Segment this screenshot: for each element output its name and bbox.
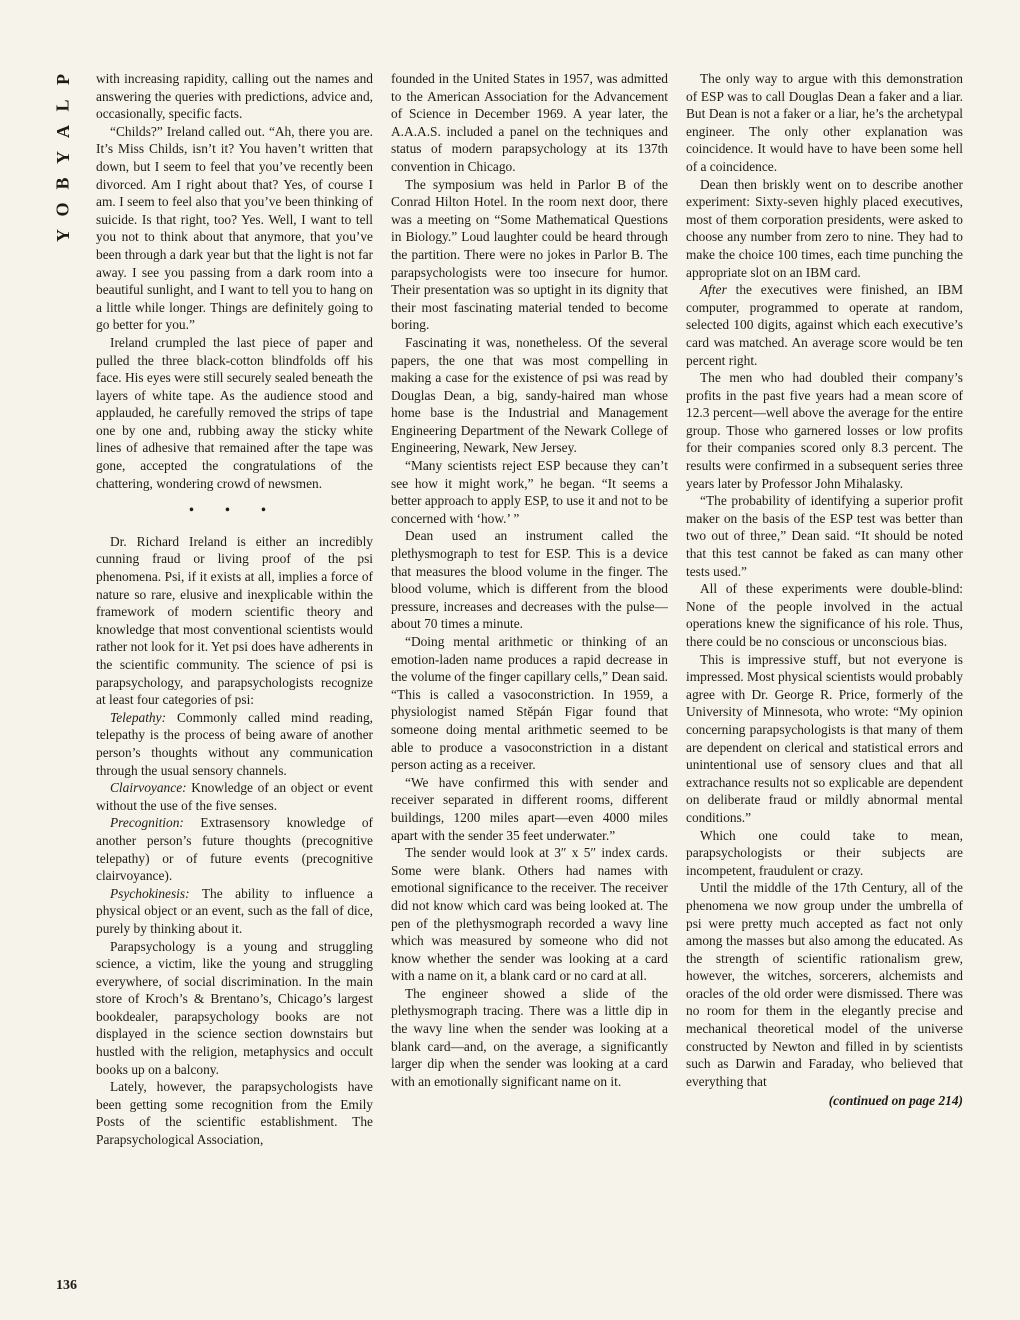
paragraph: The men who had doubled their company’s profits in the past five years had a mean score of 12.3 percent—well above the average for the entire group. Those who garnered losses or low profits for their companies scored only 8.3 percent. The results were confirmed in a subsequent series three years later by Professor John Mihalasky. bbox=[686, 370, 963, 491]
paragraph: All of these experiments were double-blind: None of the people involved in the actual operations knew the significance of his role. Thus, there could be no conscious or unconscious bias. bbox=[686, 581, 963, 649]
paragraph: “Doing mental arithmetic or thinking of an emotion-laden name produces a rapid decrease in the volume of the finger capillary cells,” Dean said. “This is called a vasoconstriction. In 1959, a physiologist named Stĕpán Figar found that someone doing mental arithmetic seemed to be able to produce a vasoconstriction in a distant person acting as a receiver. bbox=[391, 634, 668, 773]
paragraph-lead: After bbox=[700, 282, 727, 298]
paragraph: The only way to argue with this demonstration of ESP was to call Douglas Dean a faker and a liar. But Dean is not a faker or a liar, he’s the archetypal engineer. The only other explanation was coincidence. It would have to have been some hell of a coincidence. bbox=[686, 71, 963, 174]
paragraph: Dean then briskly went on to describe another experiment: Sixty-seven highly placed executives, most of them corporation presidents, were asked to choose any number from zero to nine. They had to make the choice 100 times, each time punching the appropriate slot on an IBM card. bbox=[686, 176, 963, 280]
paragraph: “Childs?” Ireland called out. “Ah, there you are. It’s Miss Childs, isn’t it? You haven’t written that down, but I seem to feel that you’ve recently been divorced. Am I right about that? Yes, of course I am. I seem to feel also that you’ve been thinking of suicide. Is that right, too? Yes. Well, I want to tell you not to think about that anymore, that you’ve been through a dark year but that the light is not far away. I see you passing from a dark room into a beautiful sunlight, and I want to tell you to hang on a little while longer. Things are definitely going to go better for you.” bbox=[96, 123, 373, 333]
continued-note: (continued on page 214) bbox=[828, 1093, 963, 1109]
section-break: • • • bbox=[189, 502, 280, 518]
masthead-letter: B bbox=[52, 176, 73, 190]
paragraph: Which one could take to mean, parapsychologists or their subjects are incompetent, fraudulent or crazy. bbox=[686, 827, 963, 878]
paragraph-text: the executives were finished, an IBM computer, programmed to operate at random, selected 100 digits, against which each executive’s card was matched. An average score would be ten percent right. bbox=[686, 282, 963, 368]
paragraph: Lately, however, the parapsychologists have been getting some recognition from the Emily Posts of the scientific establishment. The Parapsychological Association, bbox=[96, 1079, 373, 1148]
paragraph bbox=[96, 814, 373, 884]
masthead bbox=[48, 66, 78, 248]
paragraph-lead: Psychokinesis: bbox=[110, 885, 190, 901]
paragraph: Parapsychology is a young and struggling science, a victim, like the young and struggling everywhere, of social discrimination. In the main store of Kroch’s & Brentano’s, Chicago’s largest bookdealer, parapsychology books are not displayed in the science section downstairs but hustled with the religion, metaphysics and occult books up on a balcony. bbox=[96, 938, 373, 1077]
paragraph bbox=[96, 709, 373, 779]
paragraph: Ireland crumpled the last piece of paper and pulled the three black-cotton blindfolds off his face. His eyes were still securely sealed beneath the layers of white tape. As the audience stood and applauded, he carefully removed the strips of tape one by one and, rubbing away the sticky white lines of adhesive that remained after the tape was gone, accepted the congratulations of the chattering, wondering crowd of newsmen. bbox=[96, 334, 373, 491]
page-number: 136 bbox=[56, 1278, 77, 1293]
paragraph: The engineer showed a slide of the plethysmograph tracing. There was a little dip in the wavy line when the sender was looking at a blank card—and, on the average, a significantly larger dip when the sender was looking at a card with an emotionally significant name on it. bbox=[391, 985, 668, 1089]
masthead-letter: Y bbox=[53, 150, 73, 164]
masthead-letter: A bbox=[53, 124, 73, 138]
paragraph-lead: Telepathy: bbox=[110, 709, 167, 725]
text-column-3 bbox=[686, 70, 963, 1292]
paragraph bbox=[686, 281, 963, 369]
paragraph: Fascinating it was, nonetheless. Of the several papers, the one that was most compelling in making a case for the existence of psi was read by Douglas Dean, a big, sandy-haired man whose home base is the Industrial and Management Engineering Department of the Newark College of Engineering, Newark, New Jersey. bbox=[391, 334, 668, 456]
paragraph-text: Commonly called mind reading, telepathy is the process of being aware of another person’s thoughts without any communication through the usual sensory channels. bbox=[96, 709, 373, 778]
paragraph: “We have confirmed this with sender and receiver separated in different rooms, different buildings, 1200 miles apart—even 4000 miles apart with the sender 35 feet underwater.” bbox=[391, 774, 668, 843]
paragraph: “The probability of identifying a superior profit maker on the basis of the ESP test was better than two out of three,” Dean said. “It should be noted that this test cannot be faked as can many other tests used.” bbox=[686, 493, 963, 579]
paragraph: with increasing rapidity, calling out the names and answering the queries with predictions, advice and, occasionally, specific facts. bbox=[96, 71, 373, 122]
paragraph-text: The ability to influence a physical object or an event, such as the fall of dice, purely by thinking about it. bbox=[96, 885, 373, 936]
masthead-letter: P bbox=[53, 73, 73, 85]
paragraph: Dr. Richard Ireland is either an incredibly cunning fraud or living proof of the psi phenomena. Psi, if it exists at all, implies a force of nature so rare, elusive and inexplicable within the framework of modern scientific theory and knowledge that most conventional scientists would rather not look for it. Yet psi does have adherents in the scientific community. The science of psi is parapsychology, and parapsychologists recognize at least four categories of psi: bbox=[96, 533, 373, 708]
paragraph: The symposium was held in Parlor B of the Conrad Hilton Hotel. In the room next door, there was a meeting on “Some Mathematical Questions in Biology.” Loud laughter could be heard through the partition. There were no jokes in Parlor B. The parapsychologists were too insecure for humor. Their presentation was so uptight in its dignity that their most fascinating material tended to become boring. bbox=[391, 176, 668, 333]
paragraph: “Many scientists reject ESP because they can’t see how it might work,” he began. “It seems a better approach to apply ESP, to use it and not to be concerned with ‘how.’ ” bbox=[391, 458, 668, 526]
paragraph: The sender would look at 3″ x 5″ index cards. Some were blank. Others had names with emotional significance to the receiver. The receiver did not know which card was being looked at. The pen of the plethysmograph recorded a wavy line which was measured by someone who did not know whether the sender was looking at a card with a name on it, a blank card or no card at all. bbox=[391, 845, 668, 984]
paragraph: This is impressive stuff, but not everyone is impressed. Most physical scientists would probably agree with Dr. George R. Price, formerly of the University of Minnesota, who wrote: “My opinion concerning parapsychologists is that many of them are dependent on clerical and statistical errors and unintentional use of sensory clues and that all extrachance results not so explicable are dependent on deliberate fraud or mildly abnormal mental conditions.” bbox=[686, 651, 963, 825]
masthead-letter: Y bbox=[53, 228, 73, 242]
paragraph-text: Knowledge of an object or event without the use of the five senses. bbox=[96, 780, 373, 813]
paragraph bbox=[96, 885, 373, 938]
paragraph: founded in the United States in 1957, was admitted to the American Association for the Advancement of Science in December 1969. A year later, the A.A.A.S. included a panel on the techniques and status of modern parapsychology at its 137th convention in Chicago. bbox=[391, 71, 668, 174]
masthead-letter: O bbox=[52, 201, 73, 217]
paragraph: Dean used an instrument called the plethysmograph to test for ESP. This is a device that measures the blood volume in the finger. The blood volume, which is different from the blood pressure, increases and decreases with the pulse—about 70 times a minute. bbox=[391, 528, 668, 632]
text-column-2 bbox=[391, 70, 668, 1292]
text-column-1 bbox=[96, 70, 373, 1292]
paragraph-lead: Clairvoyance: bbox=[110, 780, 187, 796]
masthead-letter: L bbox=[52, 98, 73, 112]
paragraph-lead: Precognition: bbox=[110, 815, 184, 831]
paragraph-text: Extrasensory knowledge of another person’s future thoughts (precognitive telepathy) or of future events (precognitive clairvoyance). bbox=[96, 815, 373, 884]
paragraph bbox=[96, 779, 373, 814]
paragraph: Until the middle of the 17th Century, all of the phenomena we now group under the umbrella of psi were pretty much accepted as fact not only among the masses but also among the educated. As the strength of scientific rationalism grew, however, the witches, sorcerers, alchemists and oracles of the old order were dismissed. There was no room for them in the elegantly precise and mechanical theoretical model of the universe constructed by Newton and filled in by scientists such as Darwin and Faraday, who believed that everything that bbox=[686, 880, 963, 1089]
